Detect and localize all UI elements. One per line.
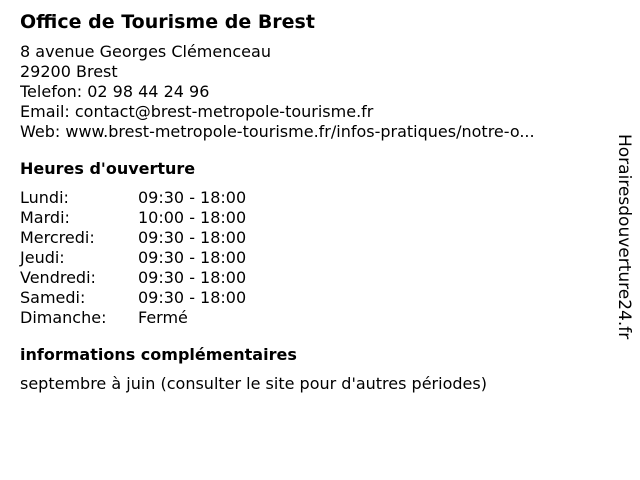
day-hours: 09:30 - 18:00 xyxy=(138,248,247,267)
web-line: Web: www.brest-metropole-tourisme.fr/infos-pratiques/notre-o... xyxy=(20,122,535,141)
day-hours: 09:30 - 18:00 xyxy=(138,228,247,247)
office-title: Office de Tourisme de Brest xyxy=(20,11,315,33)
day-hours: 10:00 - 18:00 xyxy=(138,208,247,227)
hours-row xyxy=(20,188,246,208)
office-details xyxy=(20,8,610,394)
hours-row xyxy=(20,308,246,328)
day-hours: 09:30 - 18:00 xyxy=(138,188,247,207)
address-line-city: 29200 Brest xyxy=(20,62,118,81)
day-label: Vendredi: xyxy=(20,268,96,287)
hours-row xyxy=(20,208,246,228)
day-hours: 09:30 - 18:00 xyxy=(138,288,247,307)
hours-heading: Heures d'ouverture xyxy=(20,159,196,178)
email-line: Email: contact@brest-metropole-tourisme.fr xyxy=(20,102,374,121)
phone-line: Telefon: 02 98 44 24 96 xyxy=(20,82,210,101)
site-watermark: Horairesdouverture24.fr xyxy=(614,134,634,340)
day-label: Dimanche: xyxy=(20,308,107,327)
hours-row xyxy=(20,268,246,288)
day-hours: Fermé xyxy=(138,308,188,327)
extra-info-heading: informations complémentaires xyxy=(20,345,297,364)
day-label: Jeudi: xyxy=(20,248,65,267)
day-label: Mercredi: xyxy=(20,228,95,247)
hours-row xyxy=(20,288,246,308)
hours-table xyxy=(20,188,246,328)
day-label: Mardi: xyxy=(20,208,70,227)
day-label: Samedi: xyxy=(20,288,86,307)
hours-row xyxy=(20,228,246,248)
hours-row xyxy=(20,248,246,268)
day-label: Lundi: xyxy=(20,188,69,207)
day-hours: 09:30 - 18:00 xyxy=(138,268,247,287)
extra-info-text: septembre à juin (consulter le site pour d'autres périodes) xyxy=(20,374,487,393)
address-line-street: 8 avenue Georges Clémenceau xyxy=(20,42,271,61)
